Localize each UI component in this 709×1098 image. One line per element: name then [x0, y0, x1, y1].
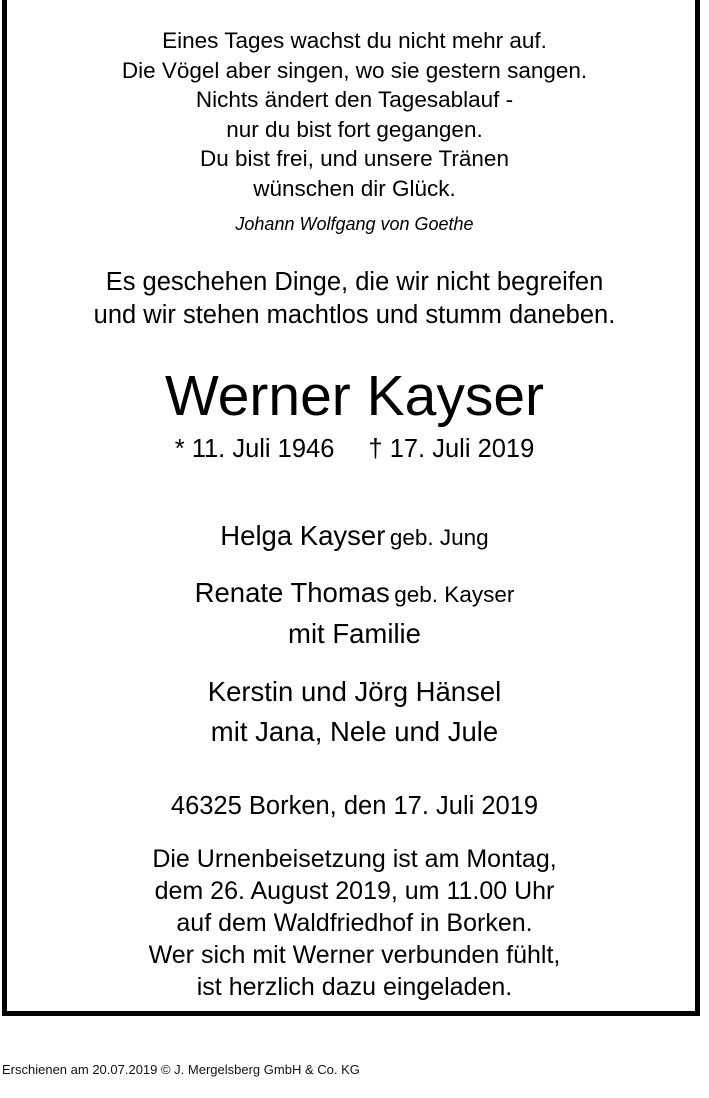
mourner: [0, 616, 709, 657]
publication-footer: Erschienen am 20.07.2019 © J. Mergelsberg GmbH & Co. KG: [2, 1062, 360, 1077]
mourner-name: mit Familie: [288, 618, 421, 649]
death-date: † 17. Juli 2019: [368, 435, 535, 463]
funeral-line: dem 26. August 2019, um 11.00 Uhr: [154, 877, 555, 905]
verse: [0, 266, 709, 332]
poem: [0, 26, 709, 204]
poem-author: Johann Wolfgang von Goethe: [235, 214, 474, 234]
funeral-info: [0, 843, 709, 1003]
place-date: 46325 Borken, den 17. Juli 2019: [170, 792, 539, 820]
verse-line: Es geschehen Dinge, die wir nicht begreifen: [105, 268, 604, 296]
funeral-line: Wer sich mit Werner verbunden fühlt,: [148, 941, 561, 969]
poem-line: nur du bist fort gegangen.: [226, 116, 483, 142]
poem-line: wünschen dir Glück.: [253, 175, 456, 201]
funeral-line: Die Urnenbeisetzung ist am Montag,: [152, 845, 557, 873]
mourner: [0, 518, 709, 559]
life-dates: [0, 433, 709, 465]
mourner: [0, 674, 709, 715]
deceased-name: Werner Kayser: [164, 364, 545, 428]
mourner-name: Kerstin und Jörg Hänsel: [207, 676, 502, 707]
poem-line: Eines Tages wachst du nicht mehr auf.: [162, 28, 547, 53]
verse-line: und wir stehen machtlos und stumm daneben.: [93, 301, 616, 329]
mourner-name: mit Jana, Nele und Jule: [210, 716, 499, 747]
mourner-name: Renate Thomas: [194, 577, 390, 608]
funeral-line: auf dem Waldfriedhof in Borken.: [176, 909, 533, 937]
mourner-note: geb. Kayser: [394, 582, 515, 607]
birth-date: * 11. Juli 1946: [174, 435, 335, 463]
funeral-line: ist herzlich dazu eingeladen.: [196, 973, 513, 1001]
poem-line: Nichts ändert den Tagesablauf -: [195, 87, 514, 113]
poem-line: Die Vögel aber singen, wo sie gestern sangen.: [121, 57, 588, 83]
mourner: [0, 714, 709, 755]
mourner: [0, 575, 709, 616]
poem-line: Du bist frei, und unsere Tränen: [200, 146, 509, 172]
mourner-name: Helga Kayser: [220, 520, 386, 551]
mourner-note: geb. Jung: [389, 525, 489, 550]
